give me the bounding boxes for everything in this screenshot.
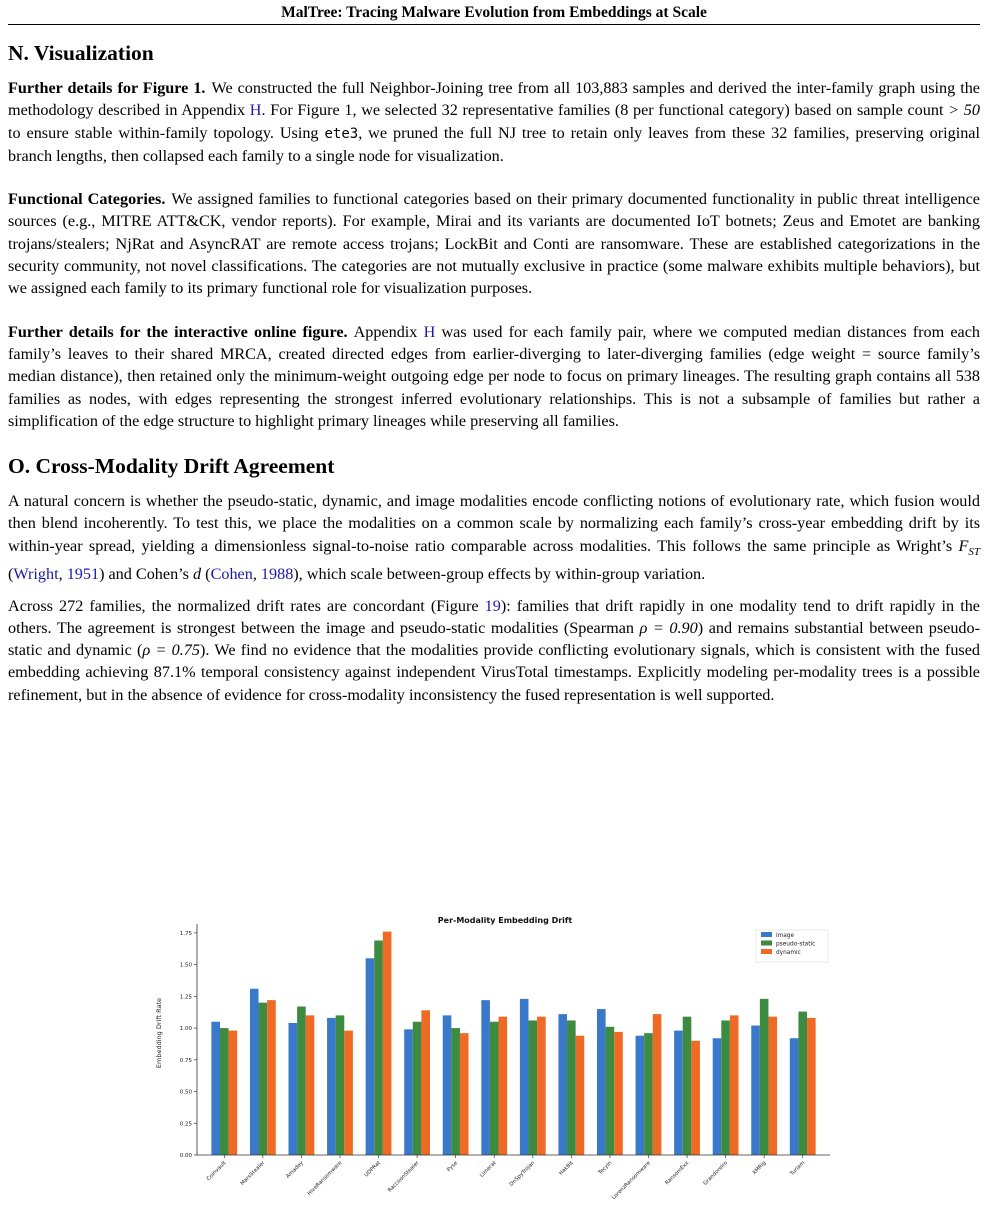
inline-code: ete3 [324,125,359,142]
paragraph-lead: Further details for the interactive online figure. [8,322,348,341]
bar-pseudo-static [721,1020,730,1155]
bar-pseudo-static [297,1007,306,1156]
legend-label-pseudo-static: pseudo-static [776,941,816,948]
bar-pseudo-static [528,1020,537,1155]
text-run: . For Figure 1, we selected 32 representative families (8 per functional category) based on sample count [261,101,949,120]
bar-dynamic [730,1015,739,1155]
bar-dynamic [421,1010,430,1155]
y-tick-label: 1.25 [179,994,192,1001]
x-tick-label: Turlam [789,1160,807,1178]
bar-pseudo-static [451,1028,460,1155]
bar-image [636,1036,645,1155]
legend-swatch-pseudo-static [761,941,772,946]
section-o-paragraph-2 [8,595,980,706]
x-tick-label: HakBit [558,1160,575,1177]
y-tick-label: 1.75 [179,930,192,937]
bar-dynamic [614,1032,623,1155]
inline-math: ρ = 0.75 [142,641,200,660]
bar-pseudo-static [374,941,383,1156]
citation-link[interactable]: 1951 [66,565,100,584]
legend-swatch-dynamic [761,949,772,954]
bar-image [211,1022,220,1155]
x-tick-label: MarsStealer [239,1160,267,1187]
bar-dynamic [807,1018,816,1155]
text-run: We assigned families to functional categories based on their primary documented functionality in public threat intelligence sources (e.g., MITRE ATT&CK, vendor reports). For example, Mirai and its variants are documented IoT botnets; Zeus and Emotet are banking trojans/stealers; NjRat and AsyncRAT are remote access trojans; LockBit and Conti are ransomware. These are established categorizations in the security community, not novel classifications. The categories are not mutually exclusive in practice (some malware exhibits multiple behaviors), but we assigned each family to its primary functional role for visualization purposes. [8,190,980,298]
text-run: Across 272 families, the normalized drift rates are concordant (Figure [8,596,485,615]
x-tick-label: RansomExx [664,1160,691,1187]
bar-image [558,1014,567,1155]
bar-image [713,1038,722,1155]
text-run: to ensure stable within-family topology. Using [8,123,325,142]
text-run: , [252,565,261,584]
section-n-title: N. Visualization [8,41,154,65]
running-head: MalTree: Tracing Malware Evolution from Embeddings at Scale [8,2,980,25]
bar-image [520,999,529,1155]
bar-pseudo-static [606,1027,615,1155]
bar-pseudo-static [336,1015,345,1155]
x-tick-label: Tecyin [597,1160,614,1177]
legend-swatch-image [761,932,772,937]
bar-pseudo-static [413,1022,422,1155]
bar-dynamic [691,1041,700,1155]
chart-title: Per-Modality Embedding Drift [437,916,573,925]
text-run: ). We find no evidence that the modalities provide conflicting evolutionary signals, which is consistent with the fused embedding achieving 87.1% temporal consistency against independent VirusTotal timestamps. Explicitly modeling per-modality trees is a possible refinement, but in the absence of evidence for cross-modality inconsistency the fused representation is well supported. [8,641,980,704]
bar-image [481,1000,490,1155]
bar-pseudo-static [259,1003,268,1155]
x-axis-ticks [206,1155,806,1201]
bar-pseudo-static [644,1033,653,1155]
x-tick-label: Coinvault [205,1160,228,1183]
x-tick-label: RaccoonStealer [387,1160,421,1194]
bar-pseudo-static [567,1020,576,1155]
figure-drift-chart [0,910,988,1209]
text-run: , we pruned the full NJ tree to retain only leaves from these 32 families, preserving original branch lengths, then collapsed each family to a single node for visualization. [8,123,980,165]
bar-dynamic [267,1000,276,1155]
text-run: We constructed the full Neighbor-Joining tree from all 103,883 samples and derived the inter-family graph using the methodology described in Appendix [8,79,980,120]
section-n-paragraph-1 [8,77,980,167]
math-subscript: ST [968,545,980,558]
y-axis-ticks [180,931,197,1159]
legend-label-dynamic: dynamic [776,949,801,956]
text-run: , [58,565,67,584]
bar-pseudo-static [683,1017,692,1155]
bar-pseudo-static [760,999,769,1155]
page-content [8,40,980,706]
bar-dynamic [499,1017,508,1155]
x-tick-label: Grandoreiro [702,1160,730,1187]
bar-dynamic [460,1033,469,1155]
bar-image [674,1031,683,1155]
paragraph-lead: Functional Categories. [8,190,166,209]
y-tick-label: 0.75 [179,1057,192,1064]
legend-label-image: image [776,932,795,939]
x-tick-label: XMRig [751,1160,768,1177]
bar-dynamic [576,1036,585,1155]
math-symbol: F [958,536,969,555]
text-run: ( [8,565,14,584]
text-run: was used for each family pair, where we computed median distances from each family’s leaves to their shared MRCA, created directed edges from earlier-diverging to later-diverging families (edge weight = source family’s median distance), then retained only the minimum-weight outgoing edge per node to focus on primary lineages. The resulting graph contains all 538 families as nodes, with edges representing the strongest inferred evolutionary relationships. This is not a subsample of families but rather a simplification of the edge structure to highlight primary lineages while preserving all families. [8,322,980,430]
bar-image [790,1038,799,1155]
bar-image [597,1009,606,1155]
bar-image [250,989,259,1155]
text-run: ( [201,565,211,584]
bar-dynamic [306,1015,315,1155]
bar-dynamic [229,1031,238,1155]
bar-dynamic [383,932,392,1155]
y-tick-label: 1.00 [179,1026,192,1033]
bar-dynamic [344,1031,353,1155]
section-n-paragraph-3 [8,321,980,432]
bar-dynamic [537,1017,546,1155]
citation-link[interactable]: Cohen [210,565,253,584]
y-tick-label: 0.00 [179,1153,192,1159]
bar-image [327,1018,336,1155]
bar-pseudo-static [798,1012,807,1155]
drift-bar-chart [0,910,988,1209]
appendix-link[interactable]: H [249,101,262,120]
bar-pseudo-static [220,1028,229,1155]
citation-link[interactable]: Wright [13,565,59,584]
text-run: ), which scale between-group effects by within-group variation. [293,565,706,584]
x-tick-label: UDPRat [363,1160,382,1179]
inline-math: > 50 [948,101,980,120]
section-o-paragraph-1 [8,490,980,585]
x-tick-label: LorenzRansomware [611,1160,652,1202]
y-tick-label: 1.50 [179,962,192,969]
bar-dynamic [653,1014,662,1155]
inline-math [958,536,980,558]
bar-dynamic [768,1017,777,1155]
text-run: Appendix [353,322,424,341]
text-run: ): families that drift rapidly in one modality tend to drift rapidly in the others. The agreement is strongest between the image and pseudo-static modalities (Spearman [8,596,980,637]
x-tick-label: HiveRansomware [306,1160,344,1197]
text-run: ) and Cohen’s [99,565,194,584]
x-tick-label: Pyse [446,1160,460,1174]
y-axis-label: Embedding Drift Rate [155,997,163,1069]
x-tick-label: Limerat [479,1160,498,1179]
text-run: ) and remains substantial between pseudo-static and dynamic ( [8,618,980,660]
bar-image [751,1026,760,1155]
y-tick-label: 0.25 [179,1121,192,1128]
bar-series-group [211,932,815,1155]
section-n-paragraph-2 [8,188,980,299]
x-tick-label: DnSpyTrojan [508,1160,537,1188]
bar-image [289,1023,298,1155]
inline-math: ρ = 0.90 [639,618,698,637]
bar-pseudo-static [490,1022,499,1155]
bar-image [443,1015,452,1155]
paragraph-lead: Further details for Figure 1. [8,79,206,97]
x-tick-label: Amadey [285,1160,305,1180]
citation-link[interactable]: 1988 [260,565,294,584]
bar-image [404,1029,413,1155]
y-tick-label: 0.50 [179,1089,192,1096]
appendix-link[interactable]: H [423,322,436,341]
section-o-title: O. Cross-Modality Drift Agreement [8,454,335,479]
bar-image [366,958,375,1155]
inline-math: d [193,565,202,584]
text-run: A natural concern is whether the pseudo-static, dynamic, and image modalities encode conflicting notions of evolutionary rate, which fusion would then blend incoherently. To test this, we place the modalities on a common scale by normalizing each family’s cross-year embedding drift by its within-year spread, yielding a dimensionless signal-to-noise ratio comparable across modalities. This follows the same principle as Wright’s [8,492,980,555]
figure-link[interactable]: 19 [484,596,501,615]
chart-legend [756,930,828,962]
